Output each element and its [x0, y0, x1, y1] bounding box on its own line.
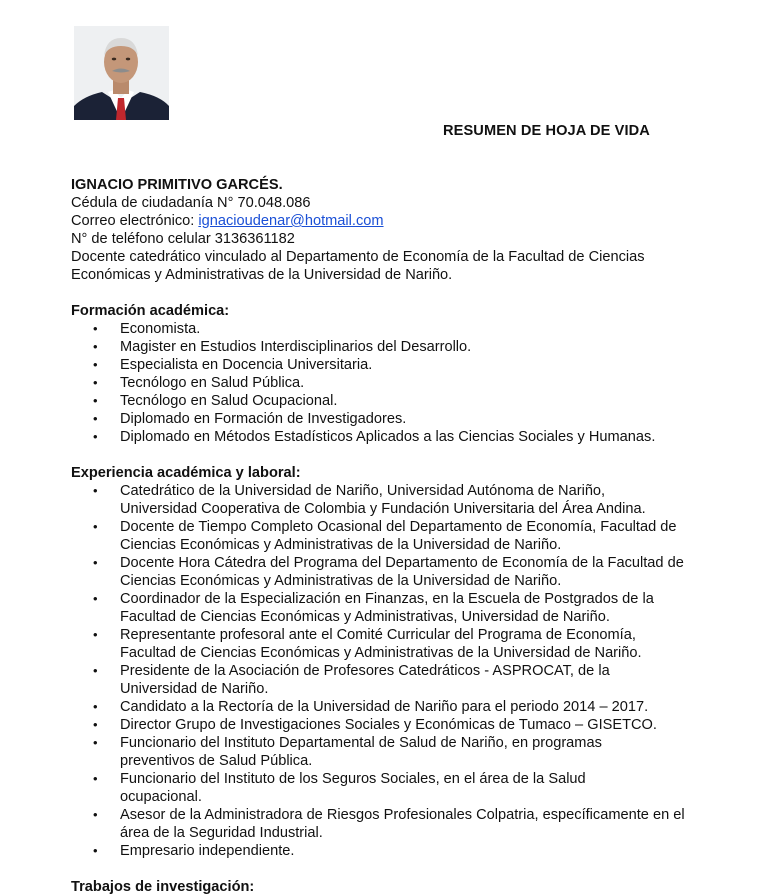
bullet-icon: • [93, 555, 98, 570]
list-item: • Director Grupo de Investigaciones Sociales y Económicas de Tumaco – GISETCO. [93, 717, 657, 733]
list-item: • Catedrático de la Universidad de Nariño, Universidad Autónoma de Nariño, Universidad Cooperativa de Colombia y Fundación Universitaria del Área Andina. [93, 483, 646, 517]
bullet-icon: • [93, 483, 98, 498]
bullet-icon: • [93, 717, 98, 732]
phone-line: N° de teléfono celular 3136361182 [71, 231, 295, 247]
bullet-icon: • [93, 429, 98, 444]
document-title: RESUMEN DE HOJA DE VIDA [443, 123, 650, 139]
cedula-line: Cédula de ciudadanía N° 70.048.086 [71, 195, 311, 211]
resume-content [71, 176, 751, 896]
list-item: • Asesor de la Administradora de Riesgos Profesionales Colpatria, específicamente en el área de la Seguridad Industrial. [93, 807, 685, 841]
bullet-icon: • [93, 375, 98, 390]
email-line [71, 212, 751, 230]
experiencia-heading: Experiencia académica y laboral: [71, 465, 301, 481]
profile-description: Docente catedrático vinculado al Departamento de Economía de la Facultad de Ciencias Económicas y Administrativas de la Universidad de Nariño. [71, 249, 645, 283]
list-item: • Diplomado en Métodos Estadísticos Aplicados a las Ciencias Sociales y Humanas. [93, 429, 656, 445]
bullet-icon: • [93, 663, 98, 678]
person-name: IGNACIO PRIMITIVO GARCÉS. [71, 177, 283, 193]
list-item: • Presidente de la Asociación de Profesores Catedráticos - ASPROCAT, de la Universidad de Nariño. [93, 663, 610, 697]
bullet-icon: • [93, 627, 98, 642]
formacion-list [71, 320, 751, 446]
list-item: • Tecnólogo en Salud Pública. [93, 375, 305, 391]
list-item: • Funcionario del Instituto Departamental de Salud de Nariño, en programas preventivos de Salud Pública. [93, 735, 602, 769]
email-label: Correo electrónico: [71, 213, 199, 229]
list-item: • Docente de Tiempo Completo Ocasional del Departamento de Economía, Facultad de Ciencias Económicas y Administrativas de la Universidad de Nariño. [93, 519, 677, 553]
bullet-icon: • [93, 357, 98, 372]
list-item: • Funcionario del Instituto de los Seguros Sociales, en el área de la Salud ocupacional. [93, 771, 586, 805]
formacion-heading: Formación académica: [71, 303, 230, 319]
investigacion-heading: Trabajos de investigación: [71, 879, 255, 895]
list-item: • Representante profesoral ante el Comité Curricular del Programa de Economía, Facultad de Ciencias Económicas y Administrativas de la Universidad de Nariño. [93, 627, 642, 661]
bullet-icon: • [93, 771, 98, 786]
bullet-icon: • [93, 519, 98, 534]
experiencia-list [71, 482, 751, 860]
list-item: • Docente Hora Cátedra del Programa del Departamento de Economía de la Facultad de Ciencias Económicas y Administrativas de la Universidad de Nariño. [93, 555, 684, 589]
list-item: • Economista. [93, 321, 201, 337]
list-item: • Tecnólogo en Salud Ocupacional. [93, 393, 338, 409]
bullet-icon: • [93, 735, 98, 750]
list-item: • Candidato a la Rectoría de la Universidad de Nariño para el periodo 2014 – 2017. [93, 699, 649, 715]
bullet-icon: • [93, 321, 98, 336]
list-item: • Magister en Estudios Interdisciplinarios del Desarrollo. [93, 339, 472, 355]
bullet-icon: • [93, 591, 98, 606]
bullet-icon: • [93, 699, 98, 714]
email-link[interactable]: ignacioudenar@hotmail.com [198, 213, 384, 229]
list-item: • Empresario independiente. [93, 843, 295, 859]
bullet-icon: • [93, 339, 98, 354]
list-item: • Especialista en Docencia Universitaria. [93, 357, 373, 373]
list-item: • Diplomado en Formación de Investigadores. [93, 411, 407, 427]
bullet-icon: • [93, 807, 98, 822]
bullet-icon: • [93, 411, 98, 426]
bullet-icon: • [93, 843, 98, 858]
bullet-icon: • [93, 393, 98, 408]
list-item: • Coordinador de la Especialización en Finanzas, en la Escuela de Postgrados de la Facultad de Ciencias Económicas y Administrativas, Universidad de Nariño. [93, 591, 654, 625]
profile-photo [74, 26, 169, 120]
